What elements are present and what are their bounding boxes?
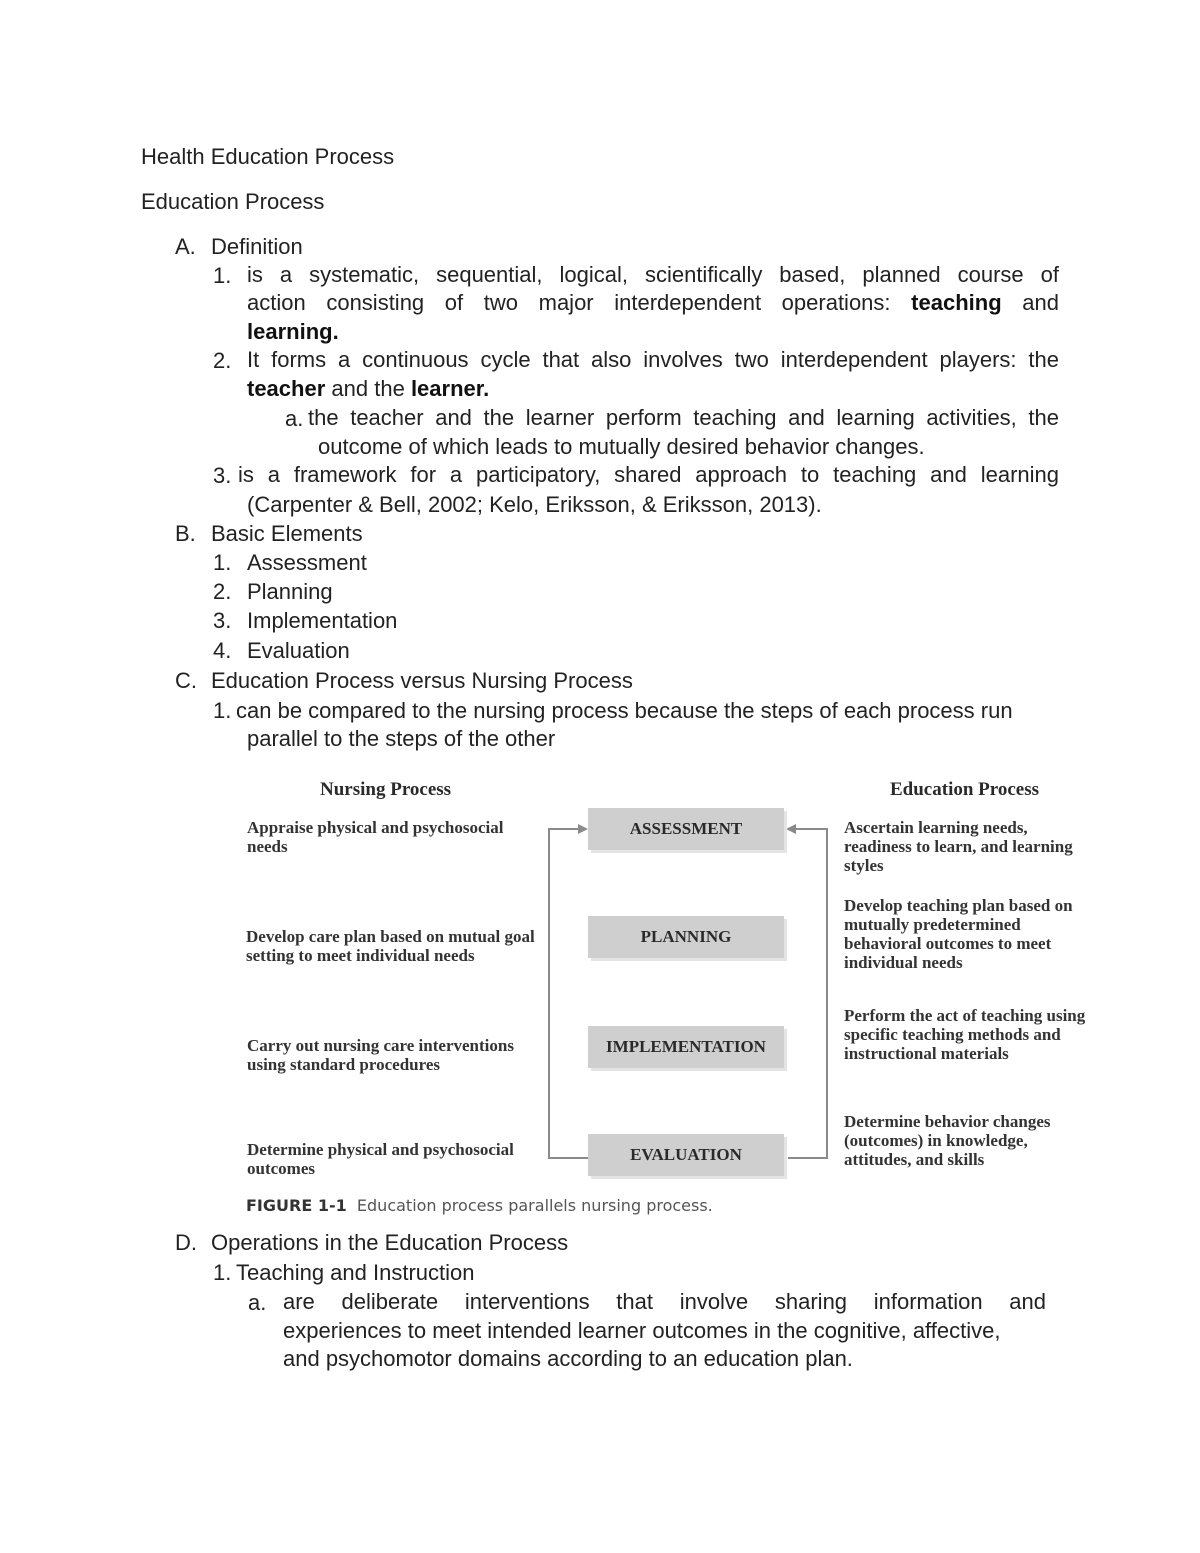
education-implementation-text: Perform the act of teaching using specific teaching methods and instructional materials xyxy=(844,1006,1086,1063)
b-item-evaluation: Evaluation xyxy=(247,638,350,663)
b-item-assessment: Assessment xyxy=(247,550,367,575)
left-arrowhead-icon xyxy=(578,824,588,834)
d1-text: Teaching and Instruction xyxy=(236,1260,475,1285)
right-arrowhead-icon xyxy=(786,824,796,834)
nursing-planning-text: Develop care plan based on mutual goal setting to meet individual needs xyxy=(246,927,535,965)
c1-line1: can be compared to the nursing process because the steps of each process run xyxy=(236,698,1013,723)
b-item-number: 3. xyxy=(213,608,232,633)
figure-caption-label: FIGURE 1-1 xyxy=(246,1196,347,1215)
education-assessment-text: Ascertain learning needs, readiness to learn, and learning styles xyxy=(844,818,1073,875)
education-planning-text: Develop teaching plan based on mutually predetermined behavioral outcomes to meet individual needs xyxy=(844,896,1073,972)
nursing-implementation-text: Carry out nursing care interventions using standard procedures xyxy=(247,1036,514,1074)
section-c-marker: C. xyxy=(175,668,197,693)
left-cycle-line xyxy=(549,829,588,1158)
b-item-number: 1. xyxy=(213,550,232,575)
section-d-marker: D. xyxy=(175,1230,197,1255)
a3-line2: (Carpenter & Bell, 2002; Kelo, Eriksson, & Eriksson, 2013). xyxy=(247,492,822,517)
a2a-marker: a. xyxy=(285,406,304,431)
step-evaluation: EVALUATION xyxy=(588,1134,784,1176)
figure-right-header: Education Process xyxy=(890,779,1040,800)
page-title: Health Education Process xyxy=(141,144,395,169)
b-item-number: 2. xyxy=(213,579,232,604)
section-b-heading: Basic Elements xyxy=(211,521,363,546)
a2-learner-bold: learner. xyxy=(410,376,490,401)
b-item-number: 4. xyxy=(213,638,232,663)
a3-line1: is a framework for a participatory, shared approach to teaching and learning xyxy=(238,462,1059,487)
nursing-assessment-text: Appraise physical and psychosocial needs xyxy=(247,818,504,856)
a1-learning-bold: learning. xyxy=(247,319,339,344)
a1-line2-text: action consisting of two major interdependent operations: xyxy=(247,290,891,315)
d1a-line3: and psychomotor domains according to an education plan. xyxy=(283,1346,853,1371)
figure-left-header: Nursing Process xyxy=(320,779,452,800)
b-item-planning: Planning xyxy=(247,579,333,604)
c1-number: 1. xyxy=(213,698,232,723)
section-a-heading: Definition xyxy=(211,234,303,259)
a2-and-the: and the xyxy=(331,376,405,401)
figure-caption-text: Education process parallels nursing process. xyxy=(356,1196,713,1215)
figure-caption xyxy=(246,1196,713,1215)
nursing-evaluation-text: Determine physical and psychosocial outcomes xyxy=(247,1140,514,1178)
section-title: Education Process xyxy=(141,189,325,214)
step-assessment: ASSESSMENT xyxy=(588,808,784,850)
section-b-marker: B. xyxy=(175,521,196,546)
section-a-marker: A. xyxy=(175,234,196,259)
a1-number: 1. xyxy=(213,263,232,288)
d1a-line2: experiences to meet intended learner outcomes in the cognitive, affective, xyxy=(283,1318,1001,1343)
d1a-line1: are deliberate interventions that involve sharing information and xyxy=(283,1289,1046,1314)
a1-line2-and: and xyxy=(1022,290,1059,315)
a2-line1: It forms a continuous cycle that also involves two interdependent players: the xyxy=(247,347,1059,372)
c1-line2: parallel to the steps of the other xyxy=(247,726,556,751)
a2-number: 2. xyxy=(213,348,232,373)
education-evaluation-text: Determine behavior changes (outcomes) in knowledge, attitudes, and skills xyxy=(844,1112,1051,1169)
section-d-heading: Operations in the Education Process xyxy=(211,1230,569,1255)
step-planning: PLANNING xyxy=(588,916,784,958)
a1-line1: is a systematic, sequential, logical, scientifically based, planned course of xyxy=(247,262,1059,287)
a2-teacher-bold: teacher xyxy=(247,376,326,401)
section-c-heading: Education Process versus Nursing Process xyxy=(211,668,633,693)
a2a-line1: the teacher and the learner perform teaching and learning activities, the xyxy=(308,405,1059,430)
right-cycle-line xyxy=(788,829,827,1158)
d1-number: 1. xyxy=(213,1260,232,1285)
a1-teaching-bold: teaching xyxy=(911,290,1002,315)
d1a-marker: a. xyxy=(248,1290,267,1315)
a2a-line2: outcome of which leads to mutually desired behavior changes. xyxy=(318,434,925,459)
a3-number: 3. xyxy=(213,463,232,488)
step-implementation: IMPLEMENTATION xyxy=(588,1026,784,1068)
b-item-implementation: Implementation xyxy=(247,608,398,633)
